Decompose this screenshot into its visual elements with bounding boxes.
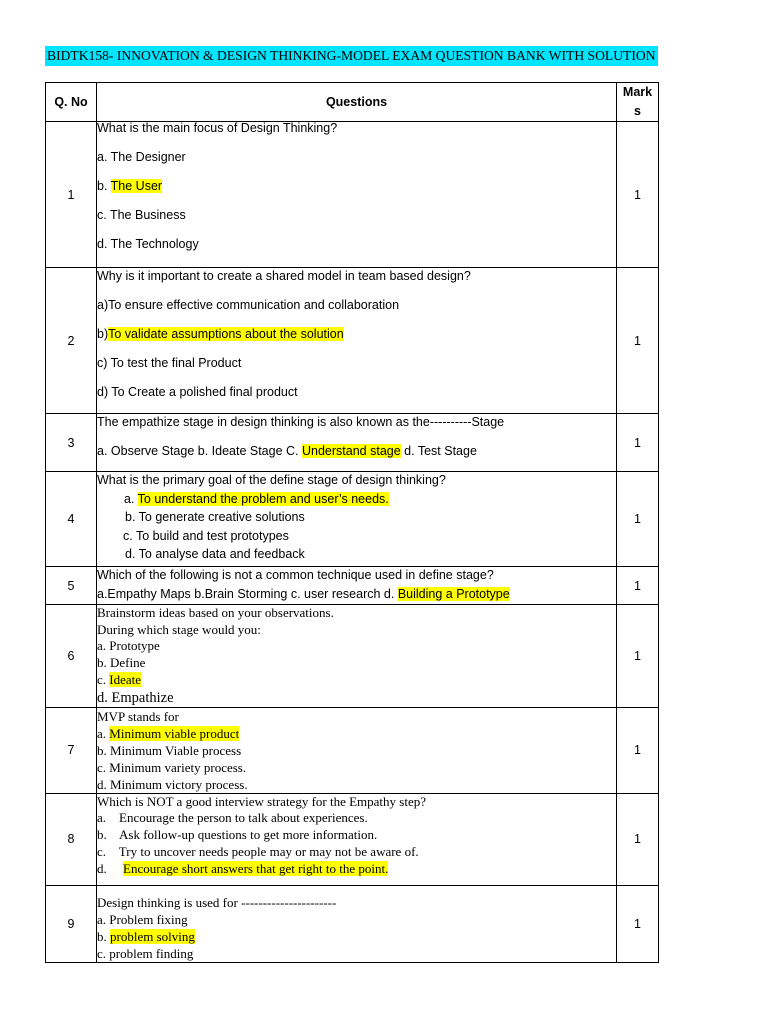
header-marks: [617, 83, 659, 122]
option-prefix: d.: [97, 860, 123, 876]
table-row: [46, 268, 659, 414]
option-prefix: b.: [97, 928, 110, 944]
question-cell: [97, 567, 617, 605]
question-number: 4: [46, 472, 97, 567]
option-c: c) To test the final Product: [97, 356, 242, 370]
option-prefix: a. Observe Stage b. Ideate Stage C.: [97, 444, 302, 458]
option-prefix: c.: [97, 671, 110, 687]
option-b: [97, 172, 616, 201]
option-b: b. To generate creative solutions: [125, 510, 305, 525]
option-c: c. The Business: [97, 208, 186, 222]
option-a: a)To ensure effective communication and collaboration: [97, 298, 400, 312]
marks-value: 1: [617, 268, 659, 414]
option-c: c. problem finding: [97, 945, 194, 961]
question-text: Why is it important to create a shared model in team based design?: [97, 269, 471, 283]
table-row: [46, 605, 659, 708]
question-cell: [97, 414, 617, 472]
option-b: b. Ask follow-up questions to get more information.: [97, 827, 378, 843]
option-d: d. The Technology: [97, 237, 199, 251]
question-text: What is the main focus of Design Thinking?: [97, 121, 338, 135]
question-number: 6: [46, 605, 97, 708]
option-a: [97, 490, 616, 509]
options-line: [97, 585, 616, 604]
option-a: [97, 725, 616, 742]
option-b: b. Minimum Viable process: [97, 742, 242, 758]
answer-highlight: problem solving: [110, 928, 195, 944]
table-row: [46, 567, 659, 605]
answer-highlight: The User: [110, 179, 163, 193]
question-table: [45, 82, 659, 963]
document-title: BIDTK158- INNOVATION & DESIGN THINKING-MODEL EXAM QUESTION BANK WITH SOLUTION: [45, 46, 658, 66]
question-cell: [97, 793, 617, 885]
option-a: a. Problem fixing: [97, 911, 188, 927]
question-text: Which of the following is not a common technique used in define stage?: [97, 568, 494, 582]
answer-highlight: Building a Prototype: [397, 586, 510, 601]
table-row: [46, 472, 659, 567]
option-suffix: d. Test Stage: [400, 444, 477, 458]
question-cell: [97, 605, 617, 708]
option-prefix: a.: [124, 491, 138, 506]
header-marks-line2: s: [634, 104, 641, 118]
option-prefix: b.: [97, 179, 111, 193]
question-text: Design thinking is used for ----------------------: [97, 894, 337, 910]
question-cell: [97, 122, 617, 268]
table-row: [46, 414, 659, 472]
marks-value: 1: [617, 605, 659, 708]
table-row: [46, 707, 659, 793]
option-d: d. Empathize: [97, 689, 174, 706]
option-d: d) To Create a polished final product: [97, 385, 298, 399]
answer-highlight: To understand the problem and user’s needs.: [137, 491, 389, 506]
option-c: c. To build and test prototypes: [123, 528, 289, 543]
question-number: 3: [46, 414, 97, 472]
answer-highlight: Encourage short answers that get right to the point.: [123, 860, 389, 876]
option-c: [97, 672, 616, 689]
option-a: a. Encourage the person to talk about experiences.: [97, 810, 368, 826]
marks-value: 1: [617, 122, 659, 268]
option-b: [97, 320, 616, 349]
question-number: 2: [46, 268, 97, 414]
marks-value: 1: [617, 885, 659, 962]
option-prefix: a.Empathy Maps b.Brain Storming c. user research d.: [97, 586, 398, 601]
option-d: d. Minimum victory process.: [97, 776, 248, 792]
option-prefix: a.: [97, 725, 110, 741]
answer-highlight: Minimum viable product: [109, 725, 240, 741]
question-text: MVP stands for: [97, 708, 179, 724]
marks-value: 1: [617, 567, 659, 605]
marks-value: 1: [617, 414, 659, 472]
header-qno: Q. No: [46, 83, 97, 122]
option-d: d. To analyse data and feedback: [125, 547, 305, 562]
marks-value: 1: [617, 793, 659, 885]
question-number: 7: [46, 707, 97, 793]
option-a: a. Prototype: [97, 638, 160, 654]
table-row: [46, 122, 659, 268]
option-a: a. The Designer: [97, 150, 186, 164]
option-c: c. Try to uncover needs people may or may not be aware of.: [97, 843, 419, 859]
header-questions: Questions: [97, 83, 617, 122]
answer-highlight: Ideate: [109, 671, 142, 687]
question-number: 1: [46, 122, 97, 268]
question-text-2: During which stage would you:: [97, 621, 261, 637]
table-row: [46, 885, 659, 962]
question-text: The empathize stage in design thinking is also known as the----------Stage: [97, 415, 505, 429]
question-cell: [97, 268, 617, 414]
question-cell: [97, 707, 617, 793]
options-line: [97, 437, 616, 466]
question-number: 9: [46, 885, 97, 962]
question-cell: [97, 885, 617, 962]
answer-highlight: Understand stage: [302, 444, 401, 458]
option-c: c. Minimum variety process.: [97, 759, 247, 775]
option-b: [97, 928, 616, 945]
answer-highlight: To validate assumptions about the solution: [108, 327, 344, 341]
question-text: Brainstorm ideas based on your observations.: [97, 605, 334, 620]
marks-value: 1: [617, 707, 659, 793]
question-cell: [97, 472, 617, 567]
marks-value: 1: [617, 472, 659, 567]
option-prefix: b): [97, 327, 109, 341]
question-number: 5: [46, 567, 97, 605]
table-row: [46, 793, 659, 885]
option-b: b. Define: [97, 655, 146, 671]
question-number: 8: [46, 793, 97, 885]
question-text: Which is NOT a good interview strategy for the Empathy step?: [97, 793, 427, 809]
header-marks-line1: Mark: [622, 85, 653, 99]
question-text: What is the primary goal of the define stage of design thinking?: [97, 473, 446, 487]
option-d: [97, 861, 616, 878]
